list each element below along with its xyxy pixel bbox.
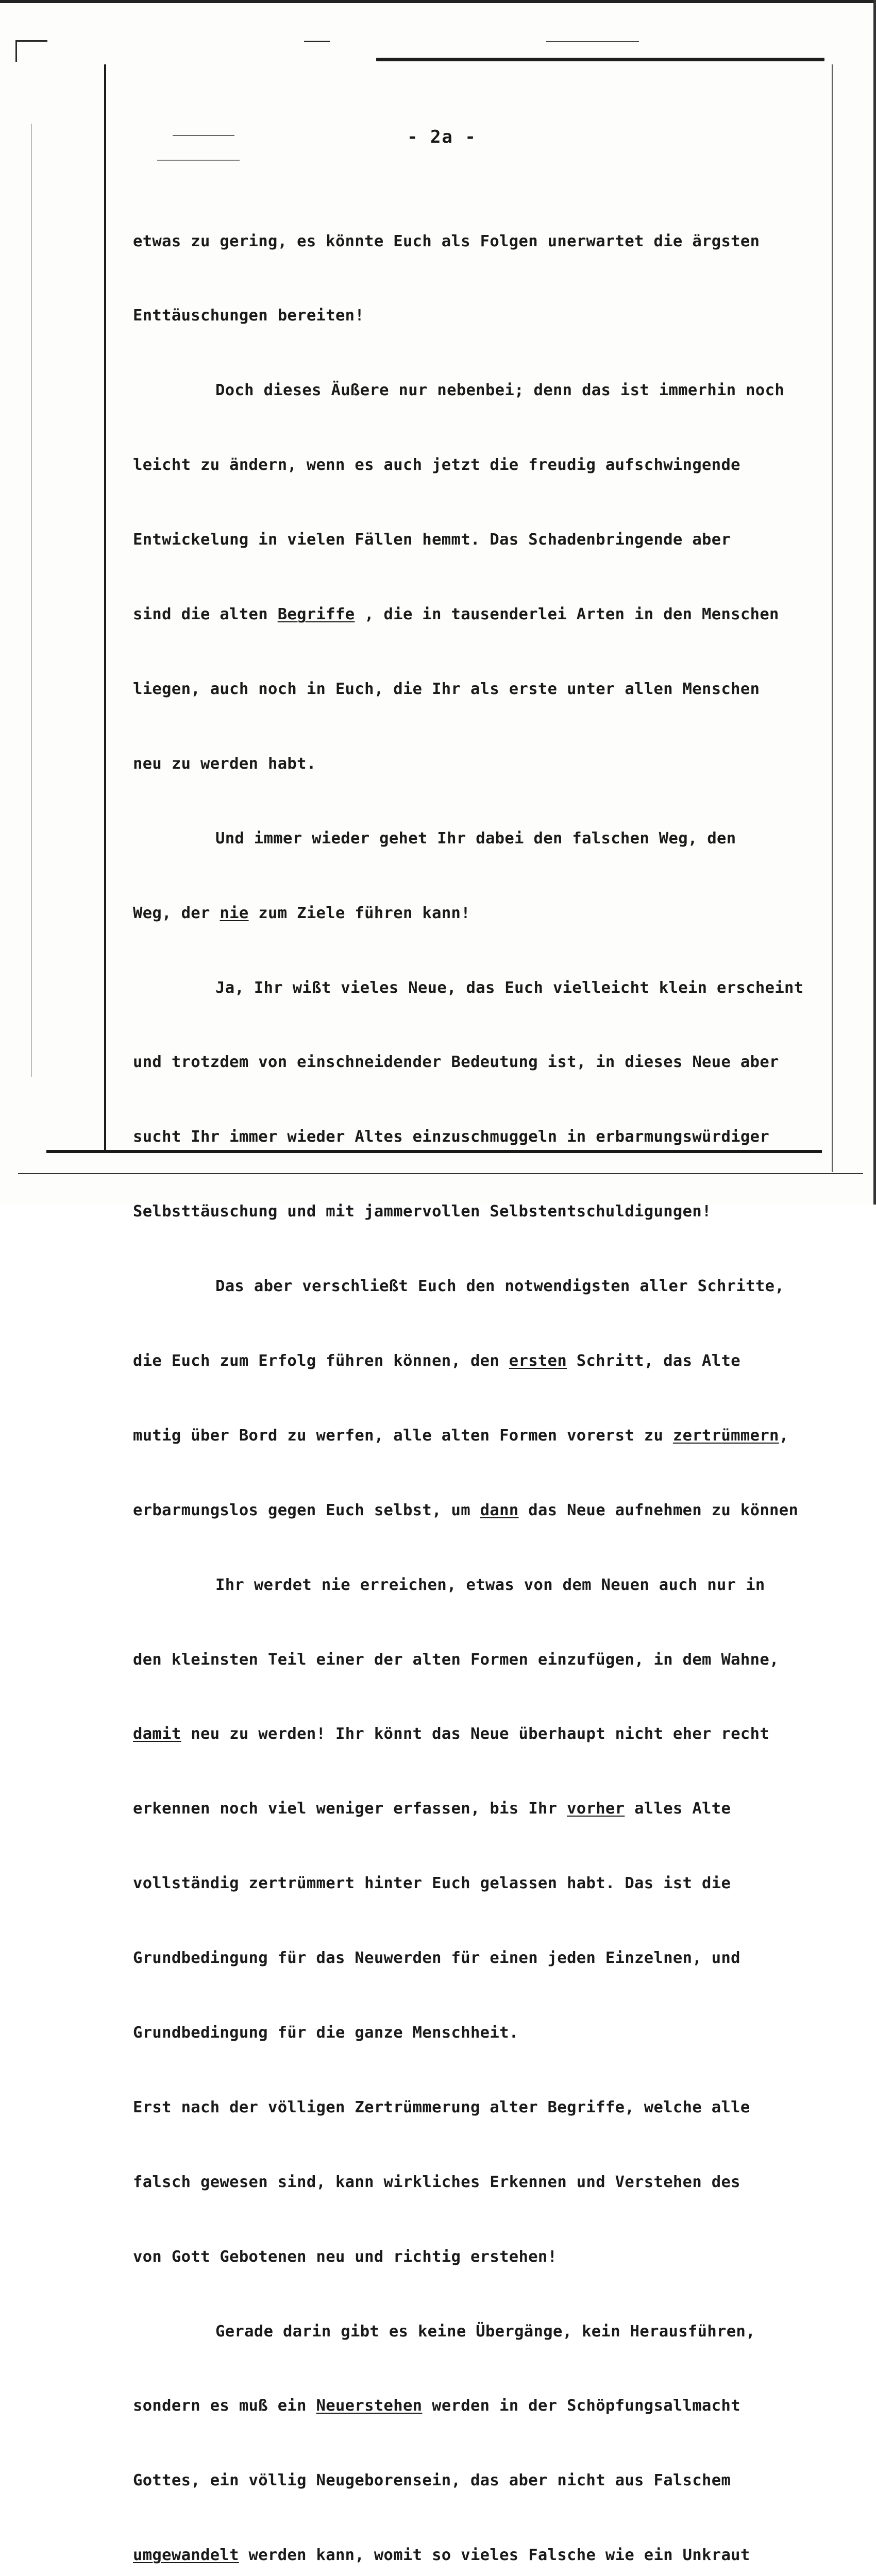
top-right-rule [376,58,824,61]
text-line [133,2394,829,2418]
underlined-word: umgewandelt [133,2546,239,2565]
text-line [133,1349,829,1374]
top-center-mark [304,41,330,42]
text-line [133,1498,829,1523]
text-line: und trotzdem von einschneidender Bedeutung ist, in dieses Neue aber [133,1053,779,1072]
text-line: liegen, auch noch in Euch, die Ihr als erste unter allen Menschen [133,680,760,698]
left-margin-line [104,64,106,1151]
text-line: Ja, Ihr wißt vieles Neue, das Euch vielleicht klein erscheint [215,978,804,997]
top-right-thin-rule [546,41,639,42]
text-span: alles Alte [625,1800,731,1818]
text-line [133,1722,829,1747]
corner-mark-vertical [15,40,17,62]
text-span: , die in tausenderlei Arten in den Menschen [355,605,779,624]
text-line [133,901,829,926]
scan-border-top [0,0,876,3]
underlined-word: vorher [567,1800,625,1818]
text-line [133,602,829,627]
text-span: , [779,1426,789,1445]
text-line: Ihr werdet nie erreichen, etwas von dem Neuen auch nur in [215,1575,765,1594]
text-span: Weg, der [133,904,220,922]
text-span: Schritt, das Alte [567,1351,740,1370]
text-span: werden in der Schöpfungsallmacht [422,2397,740,2415]
text-line: Enttäuschungen bereiten! [133,307,365,325]
underlined-word: Neuerstehen [316,2397,423,2415]
underlined-word: zertrümmern [672,1426,779,1445]
text-line: Und immer wieder gehet Ihr dabei den falschen Weg, den [215,829,736,848]
underlined-word: Begriffe [277,605,355,624]
text-line: etwas zu gering, es könnte Euch als Folgen unerwartet die ärgsten [133,232,760,250]
underlined-word: dann [480,1501,519,1519]
text-line: Entwickelung in vielen Fällen hemmt. Das Schadenbringende aber [133,531,731,549]
text-line: Gottes, ein völlig Neugeborensein, das aber nicht aus Falschem [133,2471,731,2490]
underlined-word: ersten [509,1351,567,1370]
text-line: Selbsttäuschung und mit jammervollen Selbstentschuldigungen! [133,1202,712,1221]
text-span: das Neue aufnehmen zu können [518,1501,799,1519]
text-span: werden kann, womit so vieles Falsche wie ein Unkraut [239,2546,750,2565]
text-span: zum Ziele führen kann! [248,904,470,922]
typed-text-body [133,179,829,2576]
text-line: Erst nach der völligen Zertrümmerung alter Begriffe, welche alle [133,2098,750,2116]
scan-border-right [873,0,876,1205]
text-line: leicht zu ändern, wenn es auch jetzt die freudig aufschwingende [133,456,740,474]
text-line [133,1423,829,1448]
corner-mark-horizontal [15,40,47,42]
text-line: den kleinsten Teil einer der alten Formen einzufügen, in dem Wahne, [133,1650,779,1669]
text-line: Grundbedingung für die ganze Menschheit. [133,2023,519,2042]
text-line [133,1797,829,1821]
text-span: mutig über Bord zu werfen, alle alten Formen vorerst zu [133,1426,673,1445]
text-line: Gerade darin gibt es keine Übergänge, kein Herausführen, [215,2322,755,2341]
underlined-word: nie [220,904,249,922]
text-line: Doch dieses Äußere nur nebenbei; denn das ist immerhin noch [215,381,785,400]
page-number: - 2a - [407,127,477,147]
pencil-stroke [157,160,240,161]
text-line: Das aber verschließt Euch den notwendigsten aller Schritte, [215,1277,785,1296]
text-span: erkennen noch viel weniger erfassen, bis Ihr [133,1800,567,1818]
right-edge-line [832,64,833,1172]
underlined-word: damit [133,1725,181,1743]
text-line: falsch gewesen sind, kann wirkliches Erkennen und Verstehen des [133,2173,740,2191]
text-line: sucht Ihr immer wieder Altes einzuschmuggeln in erbarmungswürdiger [133,1128,770,1146]
text-line [133,2543,829,2568]
text-span: neu zu werden! Ihr könnt das Neue überhaupt nicht eher recht [181,1725,770,1743]
text-line: vollständig zertrümmert hinter Euch gelassen habt. Das ist die [133,1874,731,1893]
text-line: von Gott Gebotenen neu und richtig erstehen! [133,2247,558,2266]
text-line: Grundbedingung für das Neuwerden für einen jeden Einzelnen, und [133,1949,740,1968]
text-span: erbarmungslos gegen Euch selbst, um [133,1501,480,1519]
pencil-stroke [173,135,234,136]
text-line: neu zu werden habt. [133,754,316,773]
text-span: sind die alten [133,605,278,624]
text-span: die Euch zum Erfolg führen können, den [133,1351,509,1370]
text-span: sondern es muß ein [133,2397,316,2415]
left-faint-line [31,124,32,1077]
